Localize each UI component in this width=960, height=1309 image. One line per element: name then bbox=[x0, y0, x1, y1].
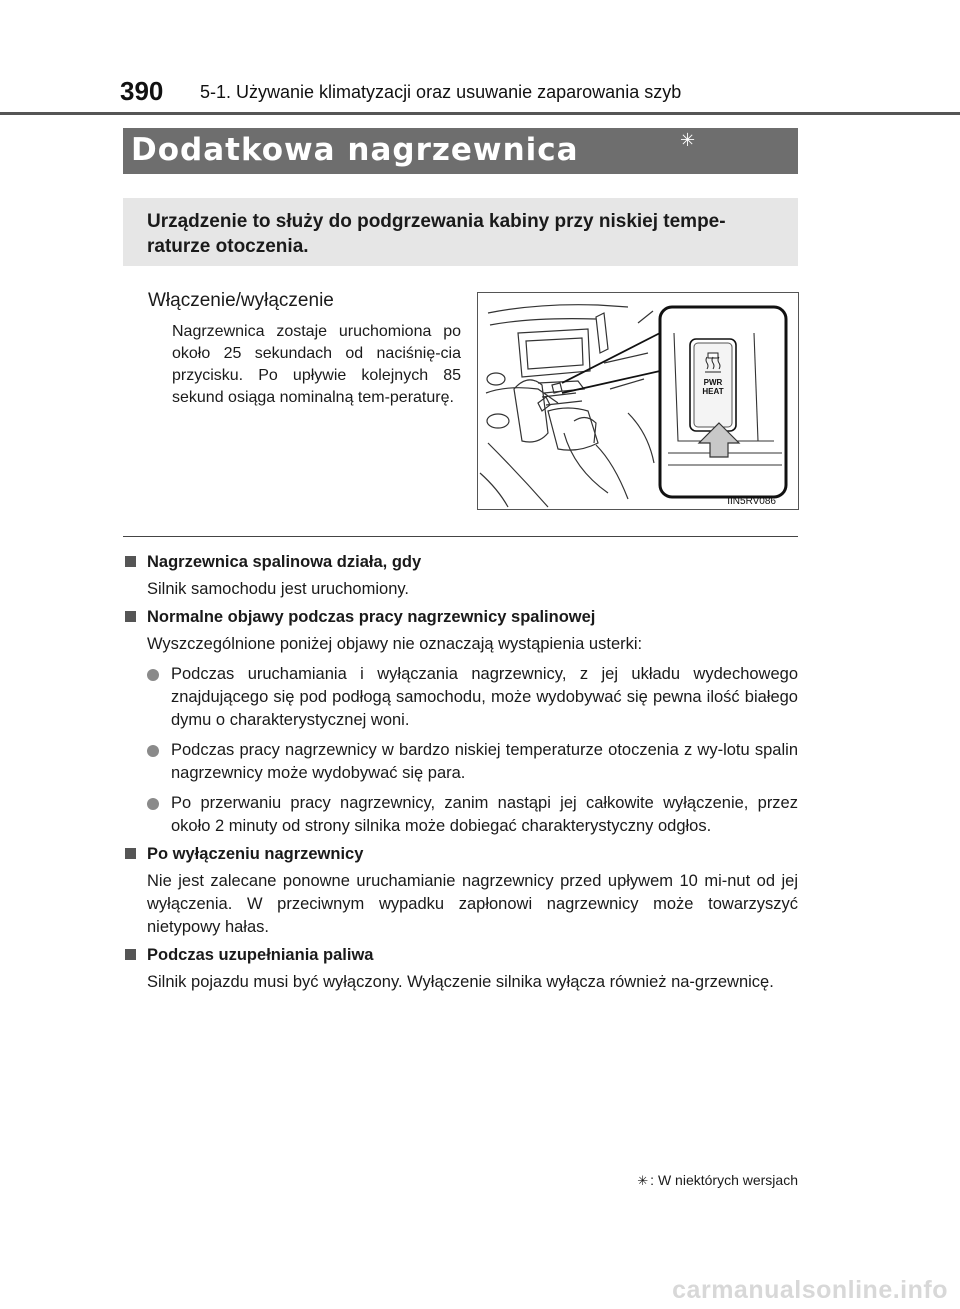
subheading bbox=[123, 843, 798, 865]
subheading bbox=[123, 606, 798, 628]
asterisk-mark: ✳ bbox=[637, 1173, 649, 1188]
subheading-text: Po wyłączeniu nagrzewnicy bbox=[147, 845, 364, 863]
paragraph: Wyszczególnione poniżej objawy nie oznaczają wystąpienia usterki: bbox=[147, 635, 643, 653]
bullet-item bbox=[123, 739, 798, 785]
dashboard-illustration bbox=[477, 292, 799, 510]
bullet-text: Podczas uruchamiania i wyłączania nagrzewnicy, z jej układu wydechowego znajdującego się pod podłogą samochodu, może wydobywać się pewna ilość białego dymu o charakterystycznej woni. bbox=[171, 665, 798, 729]
square-bullet-icon bbox=[125, 556, 136, 567]
bullet-text: Po przerwaniu pracy nagrzewnicy, zanim nastąpi jej całkowite wyłączenie, przez około 2 minuty od strony silnika może dobiegać charakterystyczny odgłos. bbox=[171, 794, 798, 835]
footnote-text: : W niektórych wersjach bbox=[650, 1172, 798, 1188]
square-bullet-icon bbox=[125, 949, 136, 960]
asterisk-mark: ✳ bbox=[680, 130, 696, 150]
circle-bullet-icon bbox=[147, 745, 159, 757]
square-bullet-icon bbox=[125, 848, 136, 859]
paragraph: Nie jest zalecane ponowne uruchamianie nagrzewnicy przed upływem 10 mi-nut od jej wyłączenia. W przeciwnym wypadku zapłonowi nagrzewnicy może towarzyszyć nietypowy hałas. bbox=[147, 872, 798, 936]
bullet-item bbox=[123, 663, 798, 732]
subheading-text: Nagrzewnica spalinowa działa, gdy bbox=[147, 553, 422, 571]
subheading-text: Podczas uzupełniania paliwa bbox=[147, 946, 374, 964]
section-divider bbox=[123, 536, 798, 537]
circle-bullet-icon bbox=[147, 798, 159, 810]
bullet-item bbox=[123, 792, 798, 838]
intro-box bbox=[123, 198, 798, 266]
header-divider bbox=[0, 112, 960, 115]
circle-bullet-icon bbox=[147, 669, 159, 681]
section-title: 5-1. Używanie klimatyzacji oraz usuwanie zaparowania szyb bbox=[200, 82, 682, 102]
subheading-text: Normalne objawy podczas pracy nagrzewnicy spalinowej bbox=[147, 608, 596, 626]
watermark: carmanualsonline.info bbox=[672, 1276, 948, 1304]
content bbox=[123, 546, 798, 994]
bullet-text: Podczas pracy nagrzewnicy w bardzo niskiej temperaturze otoczenia z wy-lotu spalin nagrzewnicy może wydobywać się para. bbox=[171, 741, 798, 782]
button-label-heat: HEAT bbox=[702, 387, 724, 396]
intro-text: Urządzenie to służy do podgrzewania kabiny przy niskiej tempe-raturze otoczenia. bbox=[147, 211, 726, 257]
figure-code: IIN5RV086 bbox=[727, 496, 776, 507]
square-bullet-icon bbox=[125, 611, 136, 622]
page-number: 390 bbox=[120, 76, 164, 106]
subheading bbox=[123, 944, 798, 966]
paragraph: Silnik pojazdu musi być wyłączony. Wyłączenie silnika wyłącza również na-grzewnicę. bbox=[147, 973, 774, 991]
title-bar bbox=[123, 128, 798, 174]
footnote bbox=[637, 1172, 798, 1189]
subheading bbox=[123, 551, 798, 573]
button-label-pwr: PWR bbox=[703, 378, 723, 387]
page-title: Dodatkowa nagrzewnica bbox=[131, 132, 579, 168]
dashboard-drawing bbox=[478, 293, 798, 509]
onoff-text: Nagrzewnica zostaje uruchomiona po około 25 sekundach od naciśnię-cia przycisku. Po upływie kolejnych 85 sekund osiąga nominalną tem-peraturę. bbox=[172, 323, 461, 406]
paragraph: Silnik samochodu jest uruchomiony. bbox=[147, 580, 409, 598]
onoff-heading: Włączenie/wyłączenie bbox=[148, 290, 334, 311]
